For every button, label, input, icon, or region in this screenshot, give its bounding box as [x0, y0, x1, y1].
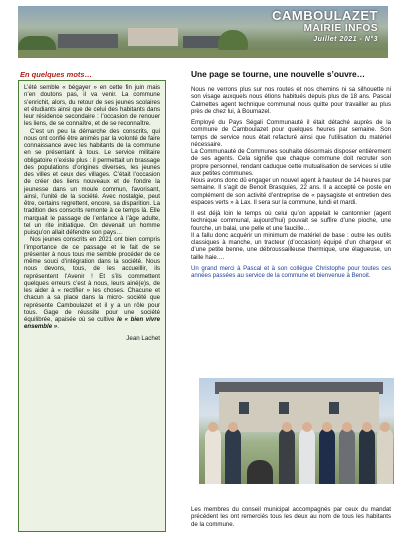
article-paragraph-2b: La Communauté de Communes souhaite désormais disposer entièrement de ses agents. Cela signifie que chaque commune doit recruter son propre personnel, rendant caduque cette mutualisation de services si utile aux petites communes. [191, 148, 391, 177]
article-headline: Une page se tourne, une nouvelle s’ouvre… [191, 69, 366, 79]
caption-text: Les membres du conseil municipal accompagnés par ceux du mandat précédent les ont remerciés tous les deux au nom de tous les habitants de la commune. [191, 506, 391, 528]
editorial-text [24, 84, 160, 342]
photo-window-shape [279, 402, 289, 414]
article-paragraph-3a: Il est déjà loin le temps où celui qu’on appelait le cantonnier (agent technique communal, aujourd’hui) pouvait se suffire d’une pioche, une fourche, un balai, une pelle et une faucille… [191, 210, 391, 232]
article-paragraph-4: Un grand merci à Pascal et à son collègue Christophe pour toutes ces années passées au service de la commune et bienvenue à Benoit. [191, 264, 391, 279]
editorial-paragraph-1: L’été semble « bégayer » en cette fin juin mais n’en doutons pas, il va venir. La commune s’enrichit, alors, du retour de ses jeunes scolaires et étudiants ainsi que de celui des habitants dans leur résidence secondaire : l’occasion de renouer les liens, de se connaître, et de se reconnaître. [24, 84, 160, 128]
editorial-paragraph-3-text: Nos jeunes conscrits en 2021 ont bien compris l’importance de ce passage et le fait de se présenter à nous tous me semble procéder de ce même souci d’intégration dans la société. Nous nous devons, tous, de les accueillir, ils représentent l’Avenir ! Et s’ils commettent quelques erreurs c’est à nous, leurs ainé(e)s, de les aider à « rectifier » les choses. Chacune et chacun a sa place dans la micro- société que représente Camboulazet et il y a un rôle pour tous. Gage de réussite pour une société équilibrée, apaisée où se cultive [24, 236, 160, 323]
photo-person-shape [377, 428, 393, 484]
header-title: CAMBOULAZET [272, 8, 378, 23]
house-roof-shape [58, 34, 118, 48]
editorial-signature: Jean Lachet [126, 334, 160, 342]
article-paragraph-3b: Il a fallu donc acquérir un minimum de matériel de base : outre les outils classiques à manche, un tracteur (d’occasion) équipé d’un chargeur et d’une petite benne, une débroussailleuse thermique, une élagueuse, un taille haie…. [191, 231, 391, 261]
article-paragraph-2c: Nous avons donc dû engager un nouvel agent à hauteur de 14 heures par semaine. Il s’agit de Benoit Brasquies, 22 ans. Il a accepté ce poste en complément de son activité d’entreprise de « paysagiste et entretien des espaces verts » à Lax. Il sera sur la commune, lundi et mardi. [191, 177, 391, 206]
photo-person-shape [299, 428, 315, 484]
house-wall-shape [128, 28, 178, 46]
photo-person-shape [339, 428, 355, 484]
photo-window-shape [239, 402, 249, 414]
header-issue: Juillet 2021 - N°3 [313, 36, 378, 43]
photo-head-shape [302, 422, 312, 432]
photo-head-shape [380, 422, 390, 432]
photo-person-shape [359, 428, 375, 484]
photo-wheelchair-shape [247, 460, 273, 484]
house-roof-shape [183, 36, 223, 48]
header-title-block [272, 8, 378, 44]
photo-head-shape [342, 422, 352, 432]
photo-head-shape [362, 422, 372, 432]
photo-window-shape [329, 402, 339, 414]
article-body [191, 86, 391, 283]
editorial-box [18, 80, 166, 532]
photo-person-shape [225, 428, 241, 484]
photo-head-shape [228, 422, 238, 432]
photo-head-shape [282, 422, 292, 432]
article-paragraph-1: Nous ne verrons plus sur nos routes et nos chemins ni sa silhouette ni son visage auxquels nous étions habitués depuis plus de 18 ans. Pascal Calmettes agent technique communal nous quitte pour travailler au plus près de chez lui, à Boumazel. [191, 86, 391, 115]
header-banner [18, 6, 388, 58]
photo-person-shape [205, 428, 221, 484]
photo-head-shape [208, 422, 218, 432]
field-strip [18, 50, 388, 58]
editorial-paragraph-3-end: . [57, 323, 59, 331]
header-subtitle: MAIRIE INFOS [303, 23, 378, 34]
editorial-emphasis: le « bien vivre ensemble » [24, 316, 160, 331]
editorial-paragraph-3 [24, 236, 160, 330]
photo-head-shape [322, 422, 332, 432]
article-paragraph-2a: Employé du Pays Ségali Communauté il était détaché auprès de la commune de Camboulazet pour quelques heures par semaine. Son temps de service nous était refacturé ainsi que l’utilisation du matériel nécessaire. [191, 119, 391, 148]
section-label: En quelques mots… [20, 70, 93, 79]
group-photo [199, 378, 394, 484]
photo-person-shape [319, 428, 335, 484]
photo-caption [191, 506, 391, 528]
photo-person-shape [279, 428, 295, 484]
editorial-paragraph-2: C’est un peu la démarche des conscrits, qui nous ont confié être animés par la volonté de faire connaissance avec les habitants de la commune en se présentant à tous. Le service militaire obligatoire n’existe plus : il permettait un brassage des populations d’origines diverses, les jeunes des villes et ceux des villages. C’était l’occasion de créer des liens nouveaux et de fondre la jeunesse dans un moule commun, favorisant, ainsi, l’unité de la société. Avec nostalgie, peut être, certains regrettent, encore, sa disparition. La tradition des conscrits remonte à ce temps là. Elle marquait le passage de l’enfance à l’âge adulte, tel un rite initiatique. On devenait un homme puisqu’on allait défendre son pays… [24, 127, 160, 236]
